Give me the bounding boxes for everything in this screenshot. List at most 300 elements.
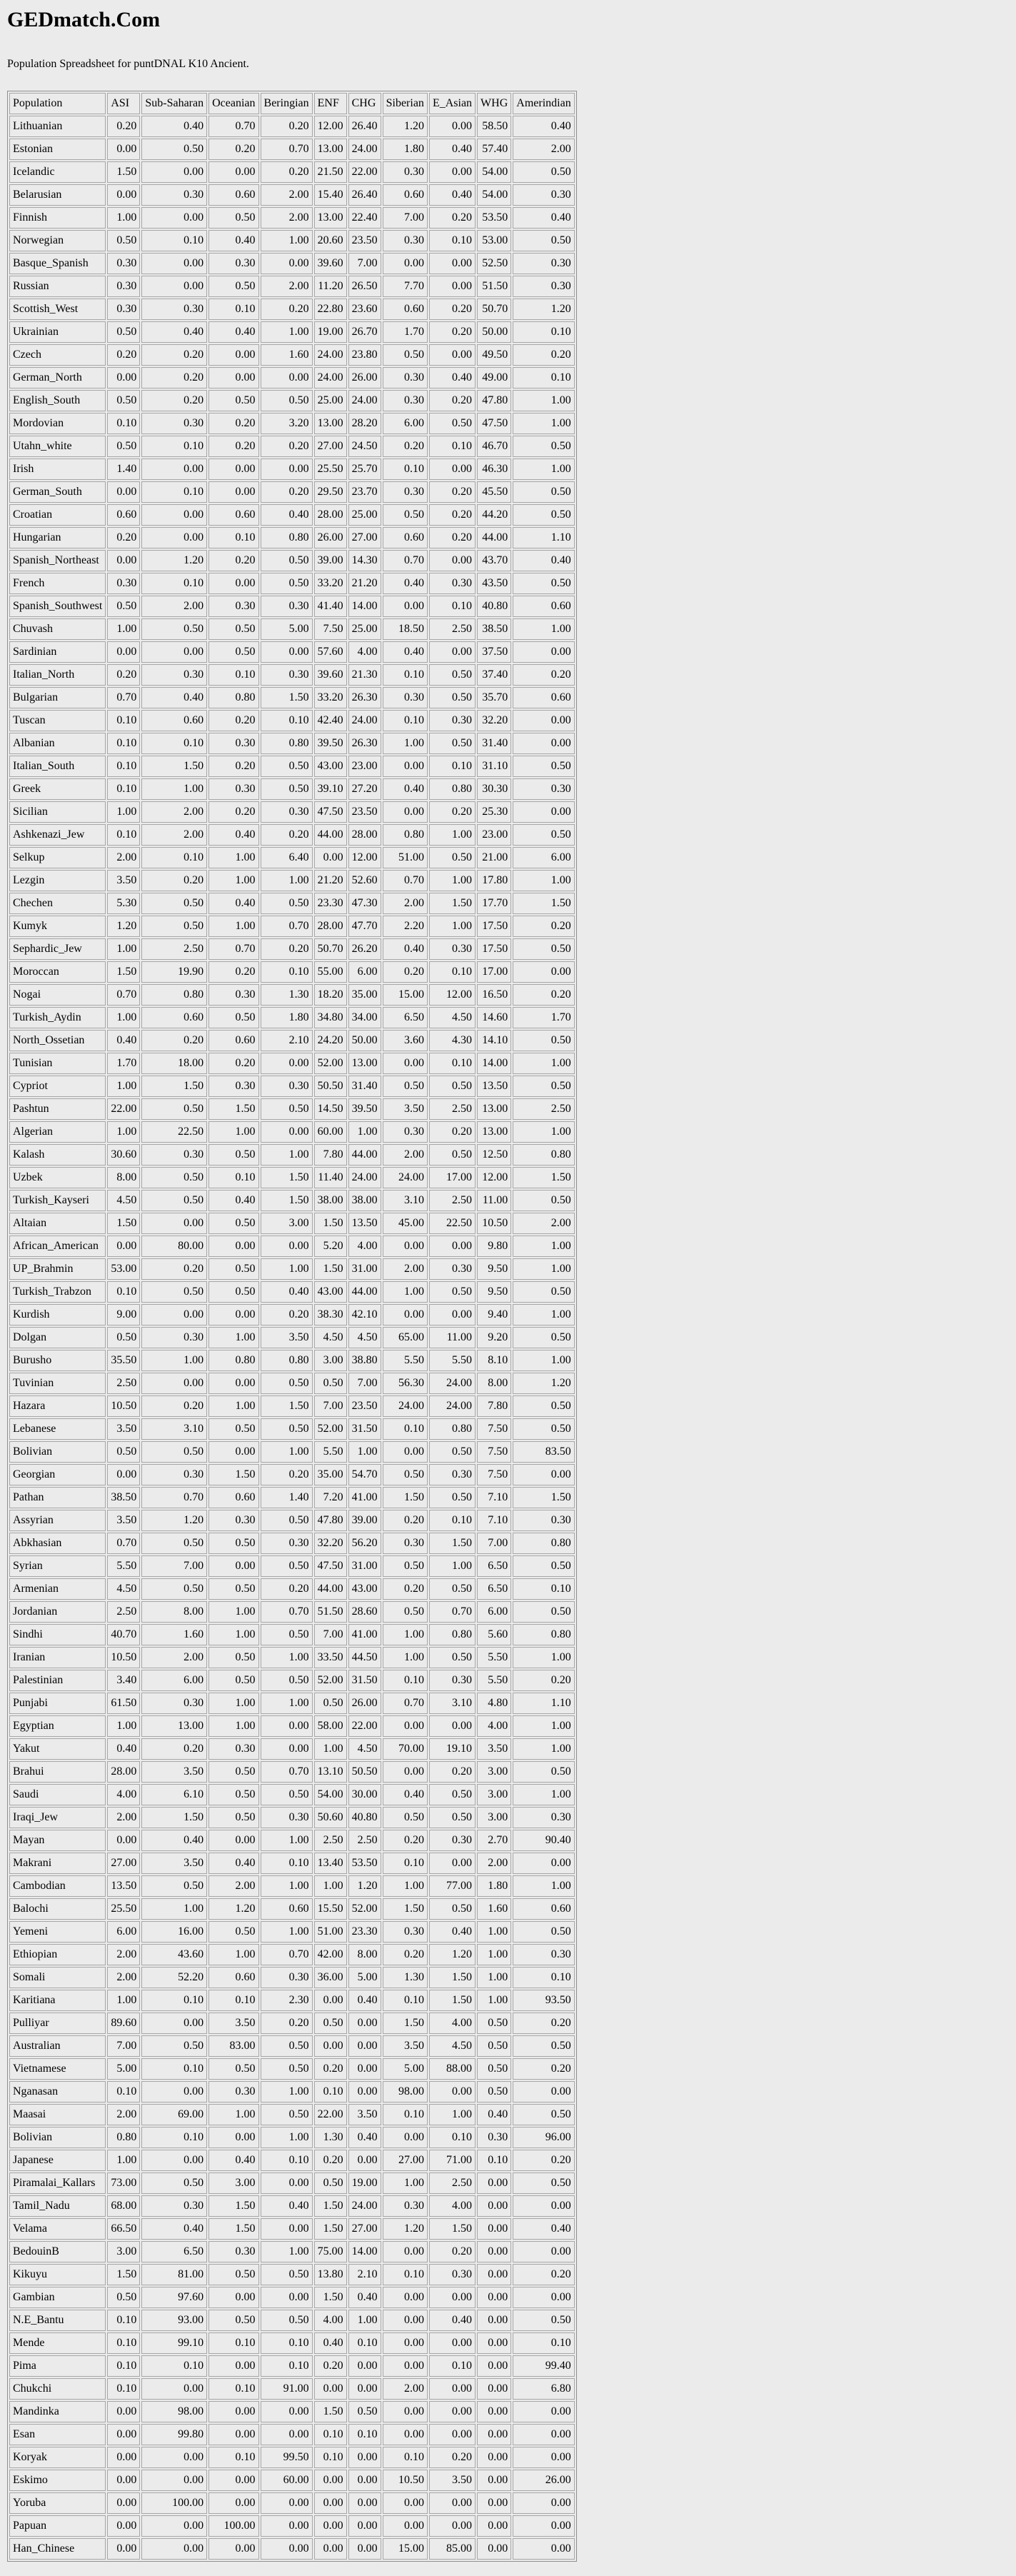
- value-cell: 0.50: [208, 1647, 258, 1668]
- value-cell: 0.00: [208, 1830, 258, 1851]
- value-cell: 0.50: [383, 504, 428, 526]
- value-cell: 0.00: [513, 2401, 574, 2422]
- value-cell: 0.10: [208, 2447, 258, 2468]
- table-row: [9, 299, 575, 320]
- table-row: [9, 2104, 575, 2125]
- value-cell: 0.20: [261, 481, 313, 503]
- value-cell: 44.50: [348, 1647, 381, 1668]
- value-cell: 6.00: [383, 413, 428, 434]
- value-cell: 0.50: [513, 481, 574, 503]
- value-cell: 19.00: [348, 2172, 381, 2194]
- value-cell: 45.00: [383, 1213, 428, 1234]
- value-cell: 11.00: [429, 1327, 476, 1348]
- value-cell: 0.50: [314, 2013, 347, 2034]
- value-cell: 57.40: [477, 139, 511, 160]
- value-cell: 0.30: [208, 1510, 258, 1531]
- value-cell: 0.20: [141, 344, 207, 366]
- population-name-cell: Sicilian: [9, 801, 106, 823]
- value-cell: 47.80: [477, 390, 511, 411]
- value-cell: 0.40: [383, 573, 428, 594]
- value-cell: 0.40: [107, 1030, 140, 1051]
- value-cell: 0.20: [513, 1670, 574, 1691]
- value-cell: 1.00: [383, 1281, 428, 1303]
- value-cell: 0.00: [107, 1464, 140, 1485]
- value-cell: 44.00: [477, 527, 511, 548]
- value-cell: 7.10: [477, 1487, 511, 1508]
- value-cell: 0.60: [513, 596, 574, 617]
- value-cell: 12.00: [348, 847, 381, 868]
- population-name-cell: Lebanese: [9, 1418, 106, 1440]
- value-cell: 1.00: [208, 870, 258, 891]
- value-cell: 0.00: [513, 2424, 574, 2445]
- value-cell: 0.30: [208, 984, 258, 1006]
- value-cell: 7.50: [477, 1418, 511, 1440]
- value-cell: 19.10: [429, 1738, 476, 1760]
- value-cell: 0.10: [477, 2150, 511, 2171]
- value-cell: 56.30: [383, 1373, 428, 1394]
- value-cell: 1.00: [348, 1121, 381, 1143]
- value-cell: 11.40: [314, 1167, 347, 1188]
- value-cell: 99.40: [513, 2355, 574, 2377]
- value-cell: 0.40: [513, 2218, 574, 2240]
- value-cell: 0.00: [107, 481, 140, 503]
- value-cell: 23.50: [348, 1395, 381, 1417]
- value-cell: 0.00: [208, 344, 258, 366]
- population-name-cell: Bolivian: [9, 2127, 106, 2148]
- value-cell: 0.00: [429, 2401, 476, 2422]
- population-name-cell: Hungarian: [9, 527, 106, 548]
- population-name-cell: Turkish_Kayseri: [9, 1190, 106, 1211]
- population-name-cell: Scottish_West: [9, 299, 106, 320]
- value-cell: 1.20: [513, 299, 574, 320]
- value-cell: 0.70: [208, 116, 258, 137]
- value-cell: 0.00: [208, 2127, 258, 2148]
- table-row: [9, 1236, 575, 1257]
- table-row: [9, 1030, 575, 1051]
- value-cell: 0.30: [383, 687, 428, 708]
- table-row: [9, 710, 575, 731]
- table-row: [9, 390, 575, 411]
- value-cell: 1.00: [513, 1647, 574, 1668]
- value-cell: 1.00: [348, 2310, 381, 2331]
- population-name-cell: Mandinka: [9, 2401, 106, 2422]
- value-cell: 2.00: [107, 2104, 140, 2125]
- value-cell: 1.00: [383, 1875, 428, 1897]
- value-cell: 0.10: [429, 961, 476, 983]
- value-cell: 1.00: [513, 458, 574, 480]
- value-cell: 0.00: [429, 458, 476, 480]
- population-name-cell: Iraqi_Jew: [9, 1807, 106, 1828]
- table-row: [9, 1921, 575, 1943]
- value-cell: 31.00: [348, 1258, 381, 1280]
- value-cell: 0.50: [513, 938, 574, 960]
- value-cell: 0.50: [107, 596, 140, 617]
- value-cell: 3.50: [208, 2013, 258, 2034]
- value-cell: 0.00: [383, 1761, 428, 1783]
- value-cell: 2.50: [348, 1830, 381, 1851]
- value-cell: 1.00: [107, 207, 140, 229]
- value-cell: 23.30: [348, 1921, 381, 1943]
- value-cell: 34.80: [314, 1007, 347, 1028]
- value-cell: 0.70: [208, 938, 258, 960]
- value-cell: 0.10: [261, 2332, 313, 2354]
- value-cell: 4.00: [429, 2195, 476, 2217]
- value-cell: 0.00: [141, 1304, 207, 1325]
- value-cell: 98.00: [383, 2081, 428, 2103]
- value-cell: 0.00: [107, 184, 140, 206]
- value-cell: 0.50: [429, 733, 476, 754]
- value-cell: 0.50: [141, 2172, 207, 2194]
- value-cell: 52.60: [348, 870, 381, 891]
- value-cell: 40.80: [477, 596, 511, 617]
- value-cell: 0.50: [383, 344, 428, 366]
- value-cell: 0.00: [208, 2492, 258, 2514]
- population-name-cell: Croatian: [9, 504, 106, 526]
- value-cell: 0.10: [314, 2424, 347, 2445]
- value-cell: 0.20: [513, 984, 574, 1006]
- table-row: [9, 1533, 575, 1554]
- population-name-cell: Mordovian: [9, 413, 106, 434]
- value-cell: 0.00: [141, 2470, 207, 2491]
- value-cell: 1.30: [261, 984, 313, 1006]
- value-cell: 0.50: [261, 1555, 313, 1577]
- value-cell: 2.00: [107, 1944, 140, 1965]
- value-cell: 100.00: [141, 2492, 207, 2514]
- value-cell: 99.10: [141, 2332, 207, 2354]
- population-name-cell: Punjabi: [9, 1693, 106, 1714]
- table-row: [9, 1213, 575, 1234]
- value-cell: 0.10: [208, 2378, 258, 2400]
- population-name-cell: Makrani: [9, 1853, 106, 1874]
- value-cell: 30.00: [348, 1784, 381, 1805]
- column-header: Sub-Saharan: [141, 93, 207, 114]
- value-cell: 38.00: [314, 1190, 347, 1211]
- value-cell: 0.10: [261, 2355, 313, 2377]
- value-cell: 17.00: [429, 1167, 476, 1188]
- value-cell: 50.60: [314, 1807, 347, 1828]
- table-row: [9, 664, 575, 686]
- column-header: ASI: [107, 93, 140, 114]
- value-cell: 17.80: [477, 870, 511, 891]
- table-row: [9, 778, 575, 800]
- value-cell: 10.50: [107, 1647, 140, 1668]
- value-cell: 13.00: [348, 1053, 381, 1074]
- value-cell: 0.00: [477, 2218, 511, 2240]
- value-cell: 27.00: [348, 527, 381, 548]
- value-cell: 1.00: [513, 1738, 574, 1760]
- value-cell: 2.00: [107, 1807, 140, 1828]
- value-cell: 0.00: [383, 596, 428, 617]
- value-cell: 1.00: [107, 618, 140, 640]
- value-cell: 0.00: [383, 2424, 428, 2445]
- table-row: [9, 618, 575, 640]
- value-cell: 0.10: [141, 2127, 207, 2148]
- value-cell: 0.30: [141, 1144, 207, 1166]
- value-cell: 0.50: [429, 1076, 476, 1097]
- value-cell: 0.20: [383, 1830, 428, 1851]
- value-cell: 0.70: [383, 870, 428, 891]
- value-cell: 0.00: [429, 2492, 476, 2514]
- table-row: [9, 1578, 575, 1600]
- value-cell: 9.50: [477, 1281, 511, 1303]
- table-row: [9, 916, 575, 937]
- value-cell: 0.00: [107, 2538, 140, 2560]
- value-cell: 52.20: [141, 1967, 207, 1988]
- value-cell: 0.70: [261, 139, 313, 160]
- value-cell: 1.70: [107, 1053, 140, 1074]
- table-row: [9, 413, 575, 434]
- value-cell: 0.00: [383, 2515, 428, 2537]
- value-cell: 4.00: [348, 1236, 381, 1257]
- value-cell: 0.20: [141, 390, 207, 411]
- value-cell: 0.00: [348, 2515, 381, 2537]
- value-cell: 14.30: [348, 550, 381, 571]
- population-name-cell: Kumyk: [9, 916, 106, 937]
- value-cell: 0.10: [429, 2127, 476, 2148]
- value-cell: 3.50: [107, 870, 140, 891]
- value-cell: 0.50: [208, 1418, 258, 1440]
- value-cell: 14.50: [314, 1098, 347, 1120]
- value-cell: 1.00: [314, 1875, 347, 1897]
- value-cell: 44.00: [348, 1281, 381, 1303]
- value-cell: 1.50: [314, 2195, 347, 2217]
- value-cell: 0.40: [429, 139, 476, 160]
- value-cell: 47.50: [477, 413, 511, 434]
- value-cell: 52.00: [314, 1418, 347, 1440]
- population-name-cell: Tuvinian: [9, 1373, 106, 1394]
- value-cell: 0.00: [348, 2013, 381, 2034]
- population-name-cell: Chuvash: [9, 618, 106, 640]
- table-row: [9, 596, 575, 617]
- value-cell: 69.00: [141, 2104, 207, 2125]
- value-cell: 40.80: [348, 1807, 381, 1828]
- table-row: [9, 2424, 575, 2445]
- value-cell: 0.10: [141, 1990, 207, 2011]
- value-cell: 0.20: [383, 1578, 428, 1600]
- value-cell: 2.50: [141, 938, 207, 960]
- table-row: [9, 1555, 575, 1577]
- value-cell: 33.50: [314, 1647, 347, 1668]
- value-cell: 25.50: [107, 1898, 140, 1920]
- value-cell: 1.50: [429, 893, 476, 914]
- value-cell: 0.50: [141, 1875, 207, 1897]
- value-cell: 25.00: [314, 390, 347, 411]
- population-name-cell: Karitiana: [9, 1990, 106, 2011]
- table-row: [9, 938, 575, 960]
- value-cell: 0.50: [141, 2035, 207, 2057]
- population-name-cell: Italian_North: [9, 664, 106, 686]
- value-cell: 8.00: [141, 1601, 207, 1623]
- table-row: [9, 1464, 575, 1485]
- value-cell: 0.30: [141, 1693, 207, 1714]
- value-cell: 0.30: [107, 573, 140, 594]
- value-cell: 43.70: [477, 550, 511, 571]
- value-cell: 0.10: [429, 436, 476, 457]
- population-name-cell: Syrian: [9, 1555, 106, 1577]
- table-row: [9, 2218, 575, 2240]
- value-cell: 23.80: [348, 344, 381, 366]
- value-cell: 19.00: [314, 321, 347, 343]
- value-cell: 39.60: [314, 664, 347, 686]
- value-cell: 50.50: [314, 1076, 347, 1097]
- value-cell: 0.00: [314, 847, 347, 868]
- value-cell: 12.00: [477, 1167, 511, 1188]
- value-cell: 0.20: [429, 1761, 476, 1783]
- value-cell: 3.50: [383, 2035, 428, 2057]
- value-cell: 0.50: [208, 1761, 258, 1783]
- value-cell: 42.40: [314, 710, 347, 731]
- value-cell: 0.50: [261, 573, 313, 594]
- value-cell: 50.50: [348, 1761, 381, 1783]
- value-cell: 0.00: [513, 2515, 574, 2537]
- value-cell: 42.10: [348, 1304, 381, 1325]
- value-cell: 0.00: [477, 2447, 511, 2468]
- value-cell: 0.50: [141, 1190, 207, 1211]
- value-cell: 0.30: [383, 2195, 428, 2217]
- value-cell: 13.50: [477, 1076, 511, 1097]
- value-cell: 1.00: [261, 2241, 313, 2262]
- value-cell: 0.60: [141, 1007, 207, 1028]
- population-name-cell: Nogai: [9, 984, 106, 1006]
- value-cell: 15.50: [314, 1898, 347, 1920]
- value-cell: 1.00: [477, 1990, 511, 2011]
- value-cell: 1.20: [141, 1510, 207, 1531]
- value-cell: 6.00: [477, 1601, 511, 1623]
- value-cell: 0.30: [429, 1464, 476, 1485]
- value-cell: 1.40: [261, 1487, 313, 1508]
- value-cell: 39.50: [348, 1098, 381, 1120]
- value-cell: 2.00: [141, 801, 207, 823]
- value-cell: 0.10: [348, 2424, 381, 2445]
- value-cell: 0.00: [141, 161, 207, 183]
- value-cell: 54.00: [314, 1784, 347, 1805]
- value-cell: 0.60: [208, 1967, 258, 1988]
- value-cell: 0.00: [107, 2515, 140, 2537]
- population-name-cell: Nganasan: [9, 2081, 106, 2103]
- table-row: [9, 1510, 575, 1531]
- value-cell: 2.00: [513, 1213, 574, 1234]
- value-cell: 0.30: [208, 1738, 258, 1760]
- value-cell: 0.00: [477, 2401, 511, 2422]
- table-row: [9, 1853, 575, 1874]
- value-cell: 0.00: [208, 1304, 258, 1325]
- value-cell: 0.00: [429, 1236, 476, 1257]
- value-cell: 0.10: [383, 1670, 428, 1691]
- value-cell: 24.00: [348, 390, 381, 411]
- value-cell: 7.00: [348, 1373, 381, 1394]
- table-row: [9, 1647, 575, 1668]
- value-cell: 5.00: [348, 1967, 381, 1988]
- table-row: [9, 984, 575, 1006]
- value-cell: 15.40: [314, 184, 347, 206]
- value-cell: 1.20: [513, 1373, 574, 1394]
- value-cell: 0.20: [141, 1738, 207, 1760]
- value-cell: 93.50: [513, 1990, 574, 2011]
- value-cell: 46.70: [477, 436, 511, 457]
- value-cell: 0.50: [141, 139, 207, 160]
- value-cell: 1.00: [477, 1967, 511, 1988]
- value-cell: 0.40: [261, 2195, 313, 2217]
- value-cell: 1.00: [208, 1395, 258, 1417]
- value-cell: 43.00: [314, 756, 347, 777]
- value-cell: 0.50: [477, 2058, 511, 2080]
- value-cell: 65.00: [383, 1327, 428, 1348]
- value-cell: 49.00: [477, 367, 511, 389]
- value-cell: 0.20: [261, 938, 313, 960]
- value-cell: 1.00: [107, 2150, 140, 2171]
- value-cell: 1.00: [208, 1601, 258, 1623]
- value-cell: 0.00: [208, 1441, 258, 1463]
- value-cell: 22.50: [141, 1121, 207, 1143]
- value-cell: 0.50: [513, 1190, 574, 1211]
- value-cell: 0.30: [261, 801, 313, 823]
- value-cell: 0.10: [429, 596, 476, 617]
- value-cell: 0.30: [383, 161, 428, 183]
- value-cell: 1.00: [261, 2081, 313, 2103]
- value-cell: 0.00: [141, 2013, 207, 2034]
- value-cell: 0.20: [513, 2058, 574, 2080]
- value-cell: 0.20: [513, 344, 574, 366]
- value-cell: 26.40: [348, 184, 381, 206]
- value-cell: 22.00: [314, 2104, 347, 2125]
- value-cell: 6.00: [348, 961, 381, 983]
- value-cell: 0.00: [429, 276, 476, 297]
- population-name-cell: Pathan: [9, 1487, 106, 1508]
- value-cell: 4.50: [314, 1327, 347, 1348]
- value-cell: 0.00: [513, 801, 574, 823]
- value-cell: 0.10: [348, 2332, 381, 2354]
- value-cell: 0.50: [513, 1921, 574, 1943]
- value-cell: 12.50: [477, 1144, 511, 1166]
- value-cell: 1.00: [513, 1121, 574, 1143]
- value-cell: 0.50: [107, 436, 140, 457]
- value-cell: 39.00: [314, 550, 347, 571]
- value-cell: 0.00: [429, 1853, 476, 1874]
- value-cell: 26.30: [348, 687, 381, 708]
- value-cell: 53.00: [107, 1258, 140, 1280]
- value-cell: 1.70: [513, 1007, 574, 1028]
- value-cell: 33.20: [314, 573, 347, 594]
- value-cell: 1.20: [383, 2218, 428, 2240]
- value-cell: 26.50: [348, 276, 381, 297]
- value-cell: 0.00: [383, 253, 428, 274]
- value-cell: 0.00: [429, 641, 476, 663]
- value-cell: 0.10: [107, 413, 140, 434]
- value-cell: 0.00: [383, 756, 428, 777]
- value-cell: 3.20: [261, 413, 313, 434]
- value-cell: 1.00: [261, 1144, 313, 1166]
- table-row: [9, 1784, 575, 1805]
- value-cell: 7.00: [314, 1624, 347, 1645]
- value-cell: 28.20: [348, 413, 381, 434]
- value-cell: 0.00: [513, 2287, 574, 2308]
- value-cell: 0.80: [429, 1418, 476, 1440]
- value-cell: 7.00: [348, 253, 381, 274]
- value-cell: 26.00: [348, 1693, 381, 1714]
- value-cell: 0.40: [429, 2310, 476, 2331]
- table-row: [9, 756, 575, 777]
- value-cell: 3.00: [477, 1784, 511, 1805]
- value-cell: 0.00: [208, 458, 258, 480]
- value-cell: 0.00: [383, 1236, 428, 1257]
- value-cell: 0.30: [208, 253, 258, 274]
- population-name-cell: African_American: [9, 1236, 106, 1257]
- value-cell: 0.50: [513, 756, 574, 777]
- value-cell: 35.00: [348, 984, 381, 1006]
- population-name-cell: Spanish_Southwest: [9, 596, 106, 617]
- value-cell: 22.00: [107, 1098, 140, 1120]
- value-cell: 0.00: [429, 344, 476, 366]
